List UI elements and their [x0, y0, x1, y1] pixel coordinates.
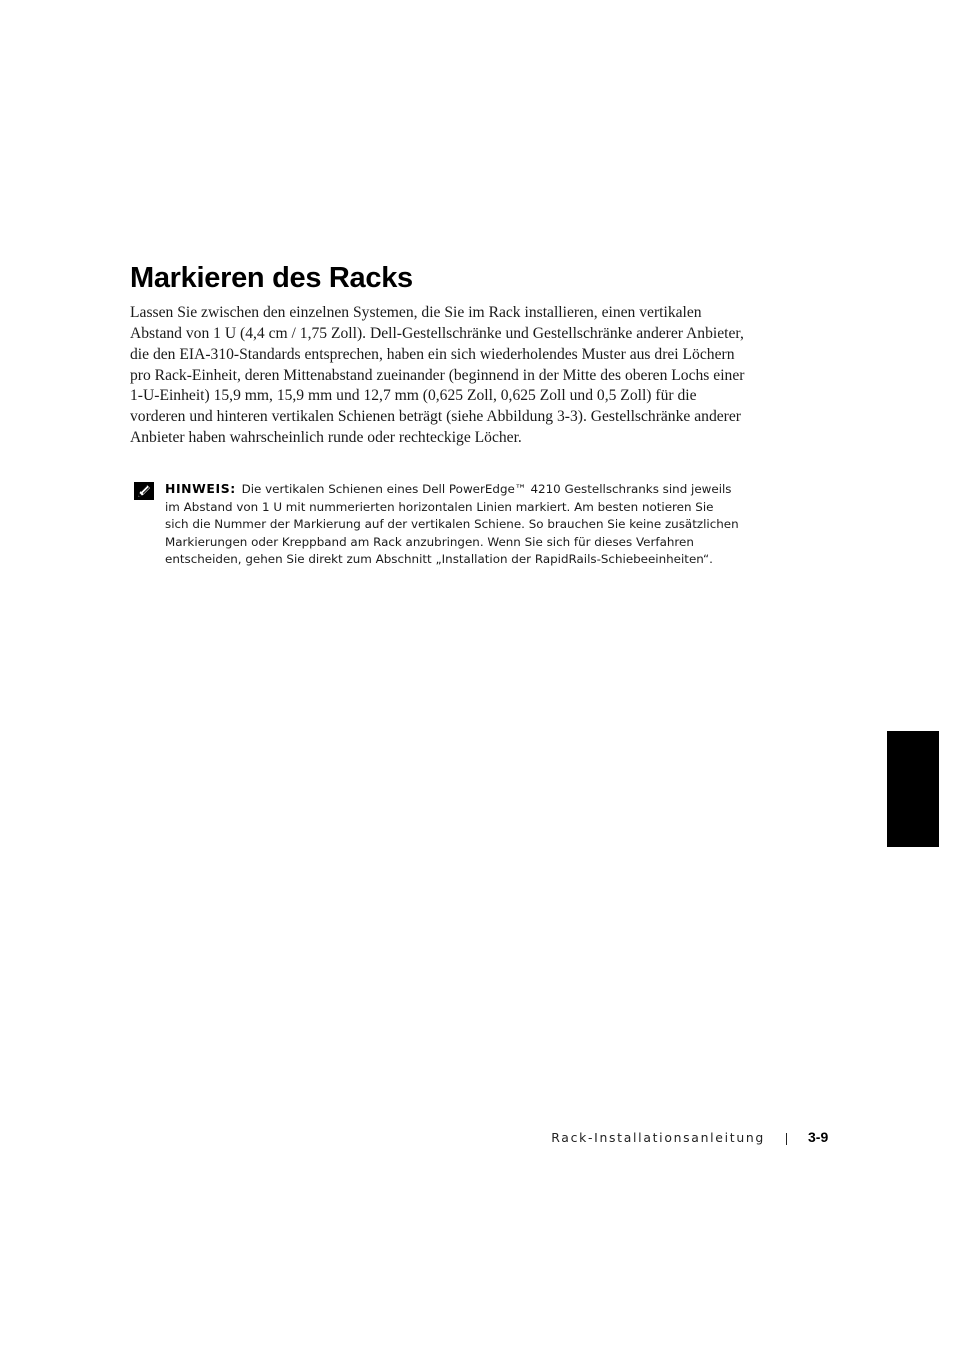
- page-number: 3-9: [808, 1129, 829, 1145]
- pencil-note-icon: [134, 482, 154, 500]
- body-paragraph: Lassen Sie zwischen den einzelnen Systemen, die Sie im Rack installieren, einen vertikalen Abstand von 1 U (4,4 cm / 1,75 Zoll). Dell-Gestellschränke und Gestellschränke anderer Anbieter, die den EIA-310-Standards entsprechen, haben ein sich wiederholendes Muster aus drei Löchern pro Rack-Einheit, deren Mittenabstand zueinander (beginnend in der Mitte des oberen Lochs einer 1-U-Einheit) 15,9 mm, 15,9 mm und 12,7 mm (0,625 Zoll, 0,625 Zoll und 0,5 Zoll) für die vorderen und hinteren vertikalen Schienen beträgt (siehe Abbildung 3-3). Gestellschränke anderer Anbieter haben wahrscheinlich runde oder rechteckige Löcher.: [130, 304, 745, 447]
- footer-separator: [786, 1133, 787, 1145]
- footer-title: Rack-Installationsanleitung: [551, 1130, 765, 1145]
- chapter-thumb-tab: [887, 731, 939, 847]
- note-label: HINWEIS:: [165, 481, 236, 496]
- note-body: Die vertikalen Schienen eines Dell PowerEdge™ 4210 Gestellschranks sind jeweils im Abstand von 1 U mit nummerierten horizontalen Linien markiert. Am besten notieren Sie sich die Nummer der Markierung auf der vertikalen Schiene. So brauchen Sie keine zusätzlichen Markierungen oder Kreppband am Rack anzubringen. Wenn Sie sich für dieses Verfahren entscheiden, gehen Sie direkt zum Abschnitt „Installation der RapidRails-Schiebeeinheiten“.: [165, 482, 739, 567]
- note-text: [165, 480, 740, 569]
- page-heading: Markieren des Racks: [130, 262, 413, 294]
- page-footer: [0, 1129, 954, 1151]
